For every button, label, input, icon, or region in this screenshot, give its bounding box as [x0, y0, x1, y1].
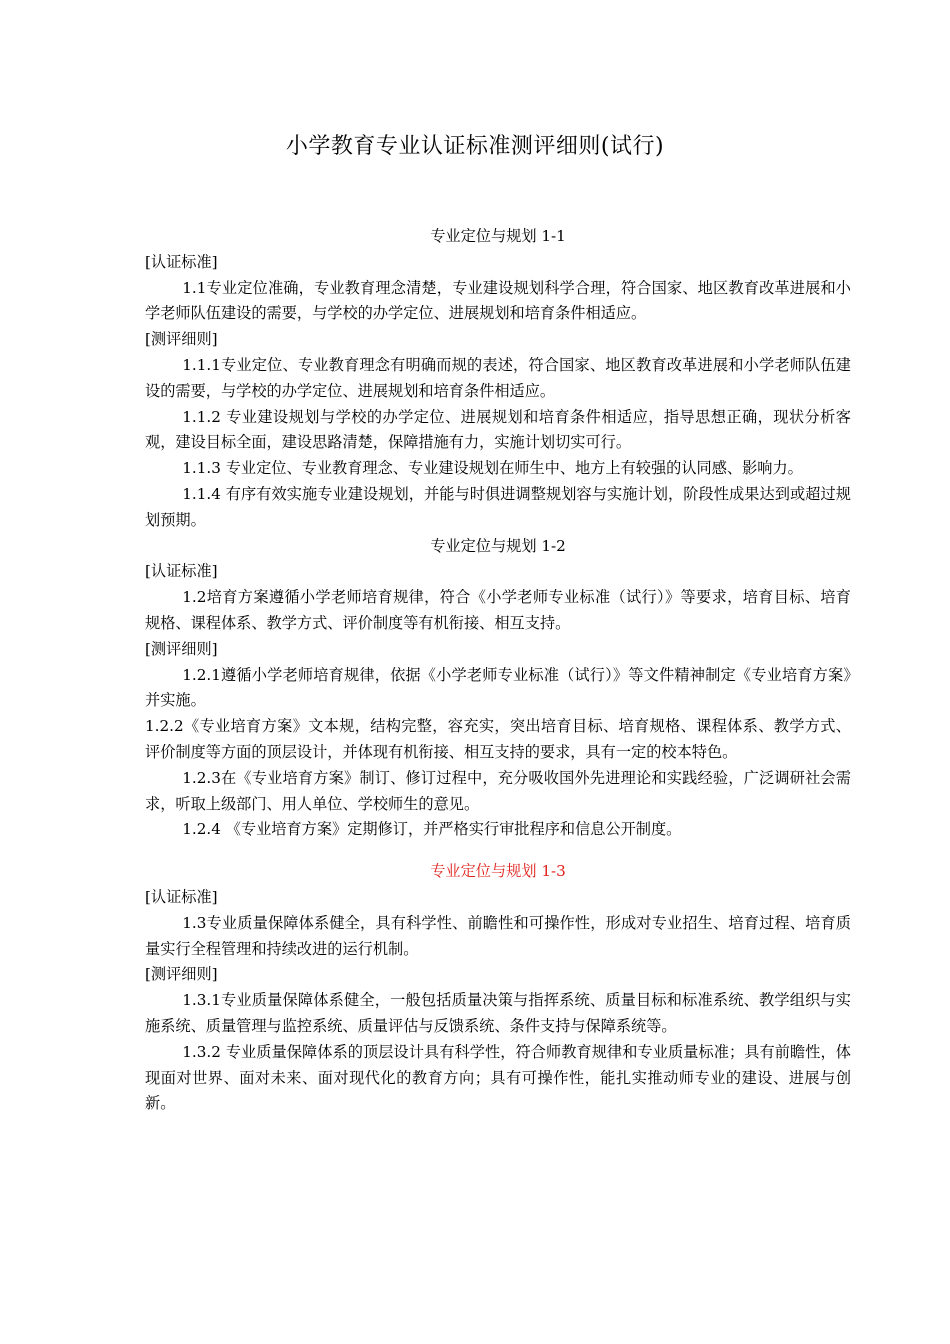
section-1-3 — [145, 859, 851, 1117]
detail-item: 1.1.1专业定位、专业教育理念有明确而规的表述，符合国家、地区教育改革进展和小学老师队伍建设的需要，与学校的办学定位、进展规划和培育条件相适应。 — [145, 355, 851, 400]
detail-item: 1.2.2《专业培育方案》文本规，结构完整，容充实，突出培育目标、培育规格、课程体系、教学方式、评价制度等方面的顶层设计，并体现有机衔接、相互支持的要求，具有一定的校本特色。 — [145, 717, 851, 761]
section-heading: 专业定位与规划 1-1 — [430, 227, 566, 245]
document-title: 小学教育专业认证标准测评细则(试行) — [285, 134, 665, 159]
detail-label: [测评细则] — [145, 639, 218, 658]
standard-label: [认证标准] — [145, 562, 218, 581]
detail-label: [测评细则] — [145, 330, 218, 349]
standard-label: [认证标准] — [145, 252, 218, 271]
detail-item: 1.1.4 有序有效实施专业建设规划，并能与时俱进调整规划容与实施计划，阶段性成果达到或超过规划预期。 — [145, 484, 851, 529]
standard-text: 1.2培育方案遵循小学老师培育规律，符合《小学老师专业标准（试行）》等要求，培育目标、培育规格、课程体系、教学方式、评价制度等有机衔接、相互支持。 — [145, 588, 851, 632]
detail-item: 1.1.2 专业建设规划与学校的办学定位、进展规划和培育条件相适应，指导思想正确，现状分析客观，建设目标全面，建设思路清楚，保障措施有力，实施计划切实可行。 — [145, 407, 851, 452]
standard-text: 1.3专业质量保障体系健全，具有科学性、前瞻性和可操作性，形成对专业招生、培育过程、培育质量实行全程管理和持续改进的运行机制。 — [145, 913, 851, 958]
detail-item: 1.2.4 《专业培育方案》定期修订，并严格实行审批程序和信息公开制度。 — [182, 820, 682, 839]
section-heading-highlighted: 专业定位与规划 1-3 — [430, 862, 566, 881]
detail-item: 1.2.1遵循小学老师培育规律，依据《小学老师专业标准（试行）》等文件精神制定《专业培育方案》并实施。 — [145, 665, 851, 710]
section-1-2 — [145, 534, 851, 844]
detail-item: 1.3.1专业质量保障体系健全，一般包括质量决策与指挥系统、质量目标和标准系统、教学组织与实施系统、质量管理与监控系统、质量评估与反馈系统、条件支持与保障系统等。 — [145, 991, 851, 1035]
document-body — [145, 224, 851, 1117]
detail-item: 1.3.2 专业质量保障体系的顶层设计具有科学性，符合师教育规律和专业质量标准；具有前瞻性，体现面对世界、面对未来、面对现代化的教育方向；具有可操作性，能扎实推动师专业的建设、进展与创新。 — [145, 1042, 851, 1113]
detail-item: 1.1.3 专业定位、专业教育理念、专业建设规划在师生中、地方上有较强的认同感、影响力。 — [182, 459, 803, 478]
standard-label: [认证标准] — [145, 887, 218, 906]
section-1-1 — [145, 224, 851, 534]
standard-text: 1.1专业定位准确，专业教育理念清楚，专业建设规划科学合理，符合国家、地区教育改革进展和小学老师队伍建设的需要，与学校的办学定位、进展规划和培育条件相适应。 — [145, 278, 851, 323]
section-heading: 专业定位与规划 1-2 — [430, 536, 566, 555]
detail-label: [测评细则] — [145, 965, 218, 984]
detail-item: 1.2.3在《专业培育方案》制订、修订过程中，充分吸收国外先进理论和实践经验，广泛调研社会需求，听取上级部门、用人单位、学校师生的意见。 — [145, 768, 851, 813]
